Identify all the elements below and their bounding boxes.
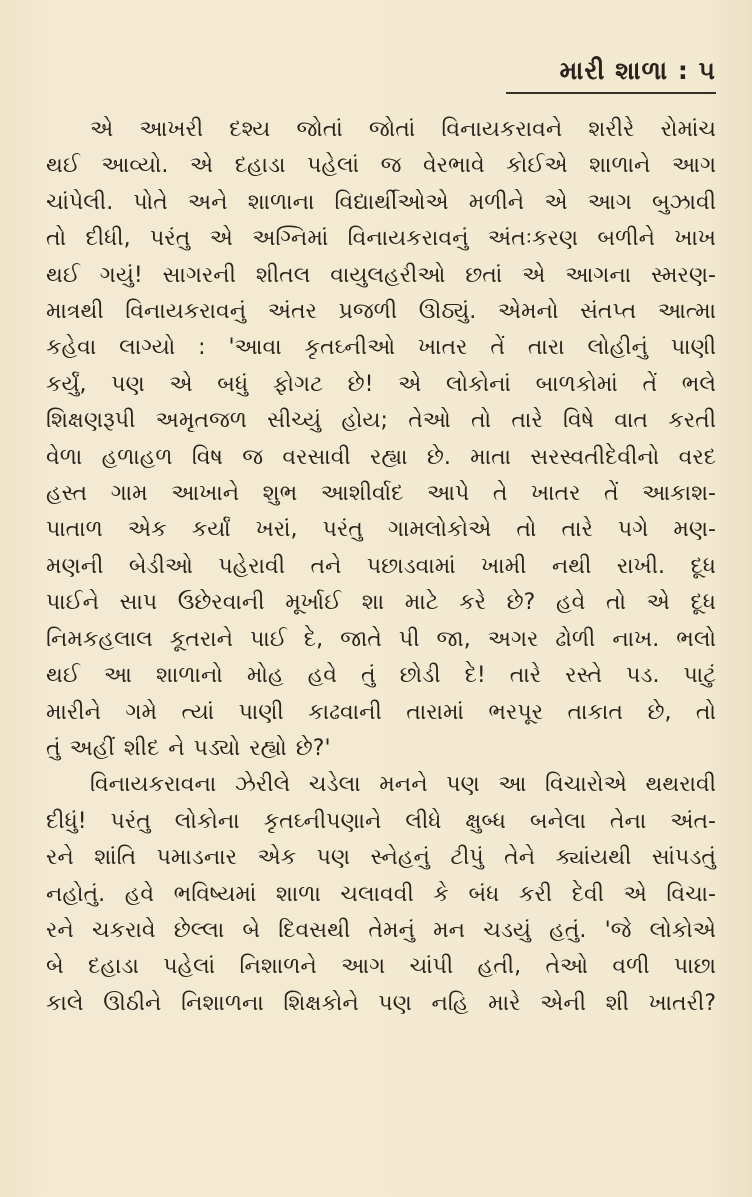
body-text [46, 112, 716, 1022]
text-line: કહેવા લાગ્યો : 'આવા કૃતઘ્નીઓ ખાતર તેં તારા લોહીનું પાણી [46, 335, 716, 361]
text-line: તું અહીં શીદ ને પડ્યો રહ્યો છે?' [46, 735, 331, 761]
header-rule [506, 92, 716, 94]
text-line: એ આખરી દશ્ય જોતાં જોતાં વિનાયકરાવને શરીરે રોમાંચ [90, 117, 716, 142]
text-line: નિમકહલાલ કૂતરાને પાઈ દે, જાતે પી જા, અગર ઢોળી નાખ. ભલો [46, 626, 716, 652]
text-line: બે દહાડા પહેલાં નિશાળને આગ ચાંપી હતી, તેઓ વળી પાછા [46, 954, 716, 980]
text-line: હસ્ત ગામ આખાને શુભ આશીર્વાદ આપે તે ખાતર તેં આકાશ- [46, 481, 716, 507]
text-line: વિનાયકરાવના ઝેરીલે ચડેલા મનને પણ આ વિચારોએ થથરાવી [90, 772, 716, 798]
text-line: પાતાળ એક કર્યાં ખરાં, પરંતુ ગામલોકોએ તો તારે પગે મણ- [46, 517, 716, 543]
text-line: થઈ આવ્યો. એ દહાડા પહેલાં જ વેરભાવે કોઈએ શાળાને આગ [46, 153, 716, 179]
text-line: રને ચકરાવે છેલ્લા બે દિવસથી તેમનું મન ચડયું હતું. 'જે લોકોએ [46, 917, 716, 943]
text-line: થઈ ગયું! સાગરની શીતલ વાયુલહરીઓ છતાં એ આગના સ્મરણ- [46, 262, 716, 288]
text-line: થઈ આ શાળાનો મોહ હવે તું છોડી દે! તારે રસ્તે પડ. પાટું [46, 663, 716, 689]
text-line: કાલે ઊઠીને નિશાળના શિક્ષકોને પણ નહિ મારે એની શી ખાતરી? [46, 990, 716, 1016]
text-line: તો દીધી, પરંતુ એ અગ્નિમાં વિનાયકરાવનું અંતઃકરણ બળીને ખાખ [46, 226, 716, 252]
text-line: પાઈને સાપ ઉછેરવાની મૂર્ખાઈ શા માટે કરે છે? હવે તો એ દૂધ [46, 590, 716, 616]
text-line: શિક્ષણરૂપી અમૃતજળ સીચ્યું હોય; તેઓ તો તારે વિષે વાત કરતી [46, 408, 716, 434]
text-line: રને શાંતિ પમાડનાર એક પણ સ્નેહનું ટીપું તેને ક્યાંયથી સાંપડતું [46, 845, 716, 871]
text-line: દીધું! પરંતુ લોકોના કૃતઘ્નીપણાને લીધે ક્ષુબ્ધ બનેલા તેના અંત- [46, 808, 716, 834]
text-line: નહોતું. હવે ભવિષ્યમાં શાળા ચલાવવી કે બંધ કરી દેવી એ વિચા- [46, 881, 716, 907]
paragraph-2 [46, 767, 716, 1022]
running-head: મારી શાળા : ૫ [559, 56, 716, 85]
text-line: ચાંપેલી. પોતે અને શાળાના વિદ્યાર્થીઓએ મળીને એ આગ બુઝાવી [46, 189, 716, 215]
paragraph-1 [46, 112, 716, 767]
text-line: મારીને ગમે ત્યાં પાણી કાઢવાની તારામાં ભરપૂર તાકાત છે, તો [46, 699, 716, 725]
text-line: માત્રથી વિનાયકરાવનું અંતર પ્રજળી ઊઠ્યું. એમનો સંતપ્ત આત્મા [46, 299, 716, 325]
text-line: મણની બેડીઓ પહેરાવી તને પછાડવામાં ખામી નથી રાખી. દૂધ [46, 553, 716, 579]
text-line: કર્યું, પણ એ બધું ફોગટ છે! એ લોકોનાં બાળકોમાં તેં ભલે [46, 371, 716, 397]
text-line: વેળા હળાહળ વિષ જ વરસાવી રહ્યા છે. માતા સરસ્વતીદેવીનો વરદ [46, 444, 716, 470]
